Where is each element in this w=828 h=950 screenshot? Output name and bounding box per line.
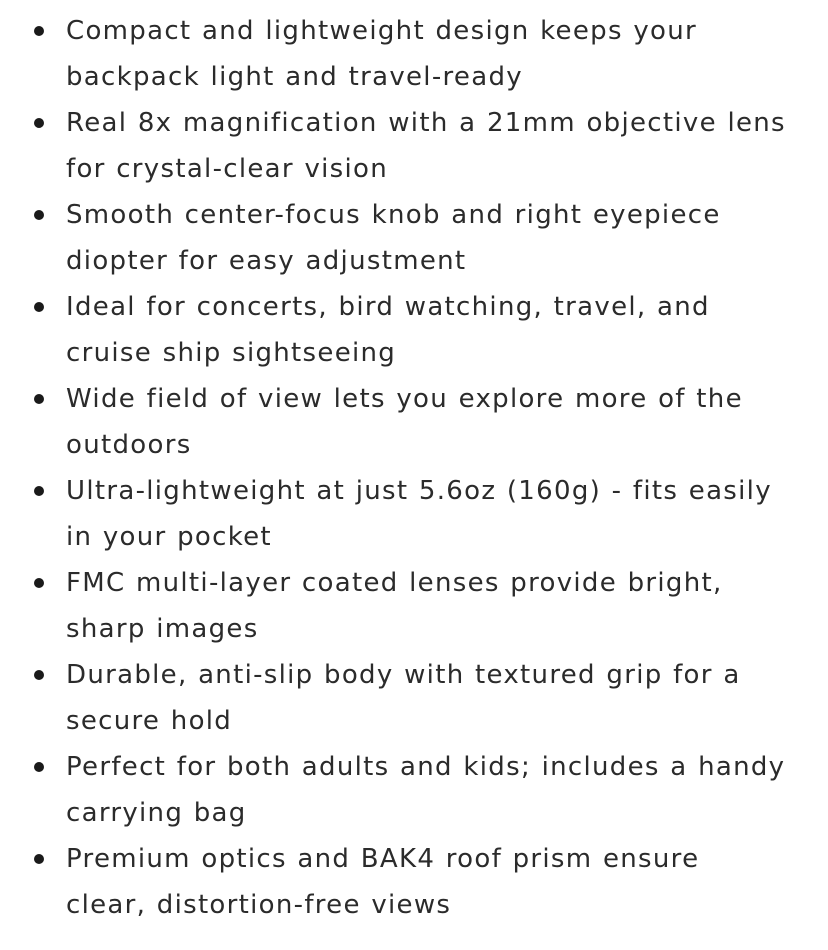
feature-item [0, 652, 828, 744]
feature-item [0, 192, 828, 284]
feature-item [0, 836, 828, 928]
feature-text: Wide field of view lets you explore more of the outdoors [66, 384, 743, 460]
feature-list [0, 8, 828, 928]
feature-text: Perfect for both adults and kids; includes a handy carrying bag [66, 752, 786, 828]
feature-item [0, 560, 828, 652]
feature-text: Ultra-lightweight at just 5.6oz (160g) - fits easily in your pocket [66, 476, 772, 552]
bullet-icon [34, 118, 44, 128]
feature-item [0, 744, 828, 836]
feature-item [0, 8, 828, 100]
bullet-icon [34, 762, 44, 772]
feature-text: Ideal for concerts, bird watching, travel, and cruise ship sightseeing [66, 292, 710, 368]
bullet-icon [34, 394, 44, 404]
feature-item [0, 284, 828, 376]
bullet-icon [34, 210, 44, 220]
bullet-icon [34, 486, 44, 496]
bullet-icon [34, 854, 44, 864]
feature-item [0, 100, 828, 192]
feature-item [0, 468, 828, 560]
feature-text: FMC multi-layer coated lenses provide bright, sharp images [66, 568, 723, 644]
feature-text: Durable, anti-slip body with textured grip for a secure hold [66, 660, 741, 736]
bullet-icon [34, 302, 44, 312]
bullet-icon [34, 26, 44, 36]
bullet-icon [34, 670, 44, 680]
feature-text: Premium optics and BAK4 roof prism ensure clear, distortion-free views [66, 844, 700, 920]
feature-text: Compact and lightweight design keeps your backpack light and travel-ready [66, 16, 698, 92]
feature-item [0, 376, 828, 468]
feature-text: Real 8x magnification with a 21mm objective lens for crystal-clear vision [66, 108, 786, 184]
feature-text: Smooth center-focus knob and right eyepiece diopter for easy adjustment [66, 200, 721, 276]
bullet-icon [34, 578, 44, 588]
